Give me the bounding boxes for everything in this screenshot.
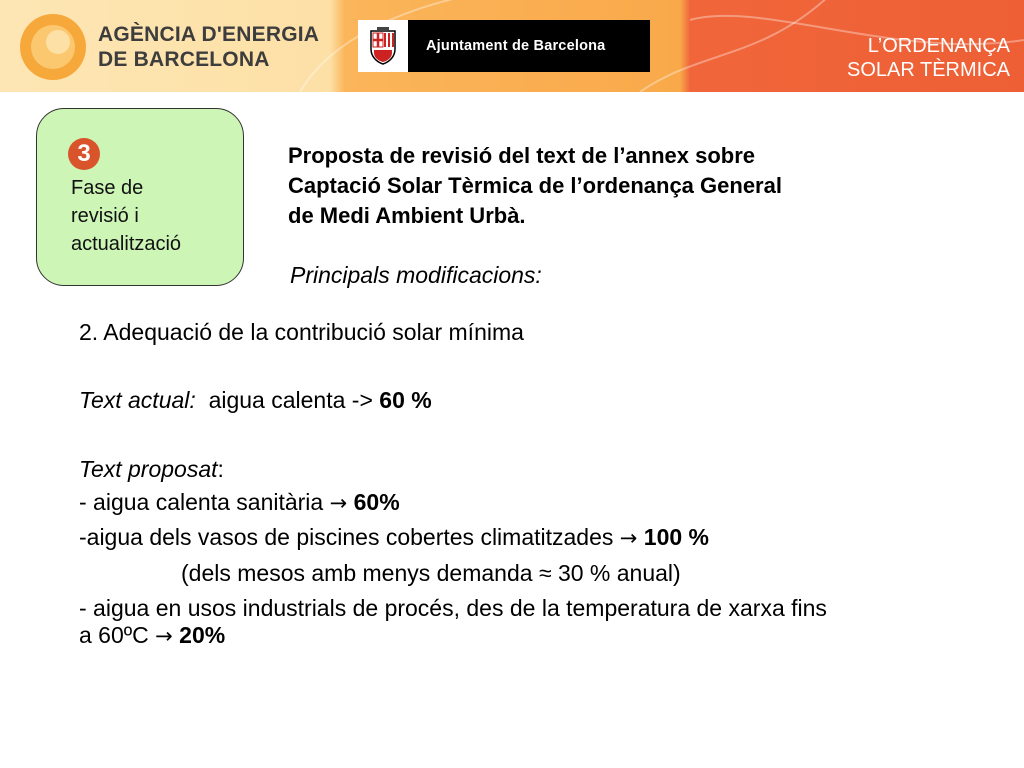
right-arrow-icon: → — [155, 624, 173, 648]
proposed-item-1 — [79, 488, 400, 517]
phase-number-badge: 3 — [68, 138, 100, 170]
phase-label — [71, 174, 241, 258]
section-title-line1: L’ORDENANÇA — [867, 35, 1010, 57]
proposed-label: Text proposat — [79, 456, 218, 482]
proposed-item-1-value: 60% — [353, 489, 400, 515]
proposed-item-3-line1: - aigua en usos industrials de procés, des de la temperatura de xarxa fins — [79, 595, 827, 621]
point-heading: 2. Adequació de la contribució solar mínima — [79, 319, 524, 345]
proposed-item-3-text: a 60ºC — [79, 622, 149, 648]
city-shield-icon — [358, 20, 408, 72]
org-name-line1: AGÈNCIA D'ENERGIA — [98, 23, 320, 46]
proposed-heading — [79, 455, 224, 483]
proposed-item-1-text: - aigua calenta sanitària — [79, 489, 324, 515]
proposed-item-3-line2 — [79, 621, 225, 650]
phase-label-line3: actualització — [71, 233, 182, 255]
right-arrow-icon: → — [329, 491, 348, 515]
current-text: aigua calenta -> — [208, 387, 373, 413]
org-name-line2: DE BARCELONA — [98, 48, 270, 71]
current-text-row — [79, 386, 432, 414]
section-title-line2: SOLAR TÈRMICA — [847, 59, 1010, 81]
proposed-item-3-value: 20% — [179, 622, 226, 648]
phase-label-line2: revisió i — [71, 205, 139, 227]
city-council-label: Ajuntament de Barcelona — [426, 38, 606, 54]
phase-label-line1: Fase de — [71, 177, 144, 199]
current-value: 60 % — [379, 387, 432, 413]
slide-subtitle: Principals modificacions: — [290, 262, 542, 288]
proposed-item-2-value: 100 % — [643, 524, 709, 550]
phase-box — [36, 108, 244, 286]
proposed-item-2 — [79, 523, 709, 552]
slide-title — [288, 141, 988, 231]
right-arrow-icon: → — [619, 526, 638, 550]
city-council-logo — [358, 20, 650, 72]
slide-title-line3: de Medi Ambient Urbà. — [288, 203, 526, 228]
header-banner — [0, 0, 1024, 92]
proposed-item-2-text: -aigua dels vasos de piscines cobertes climatitzades — [79, 524, 614, 550]
section-title — [847, 34, 1010, 82]
slide-title-line2: Captació Solar Tèrmica de l’ordenança General — [288, 173, 782, 198]
org-name — [98, 22, 319, 72]
current-text-label: Text actual: — [79, 387, 196, 413]
proposed-colon: : — [217, 456, 224, 482]
slide-title-line1: Proposta de revisió del text de l’annex sobre — [288, 143, 756, 168]
proposed-item-2-note: (dels mesos amb menys demanda ≈ 30 % anual) — [181, 560, 681, 586]
aeb-logo-icon — [18, 12, 88, 82]
